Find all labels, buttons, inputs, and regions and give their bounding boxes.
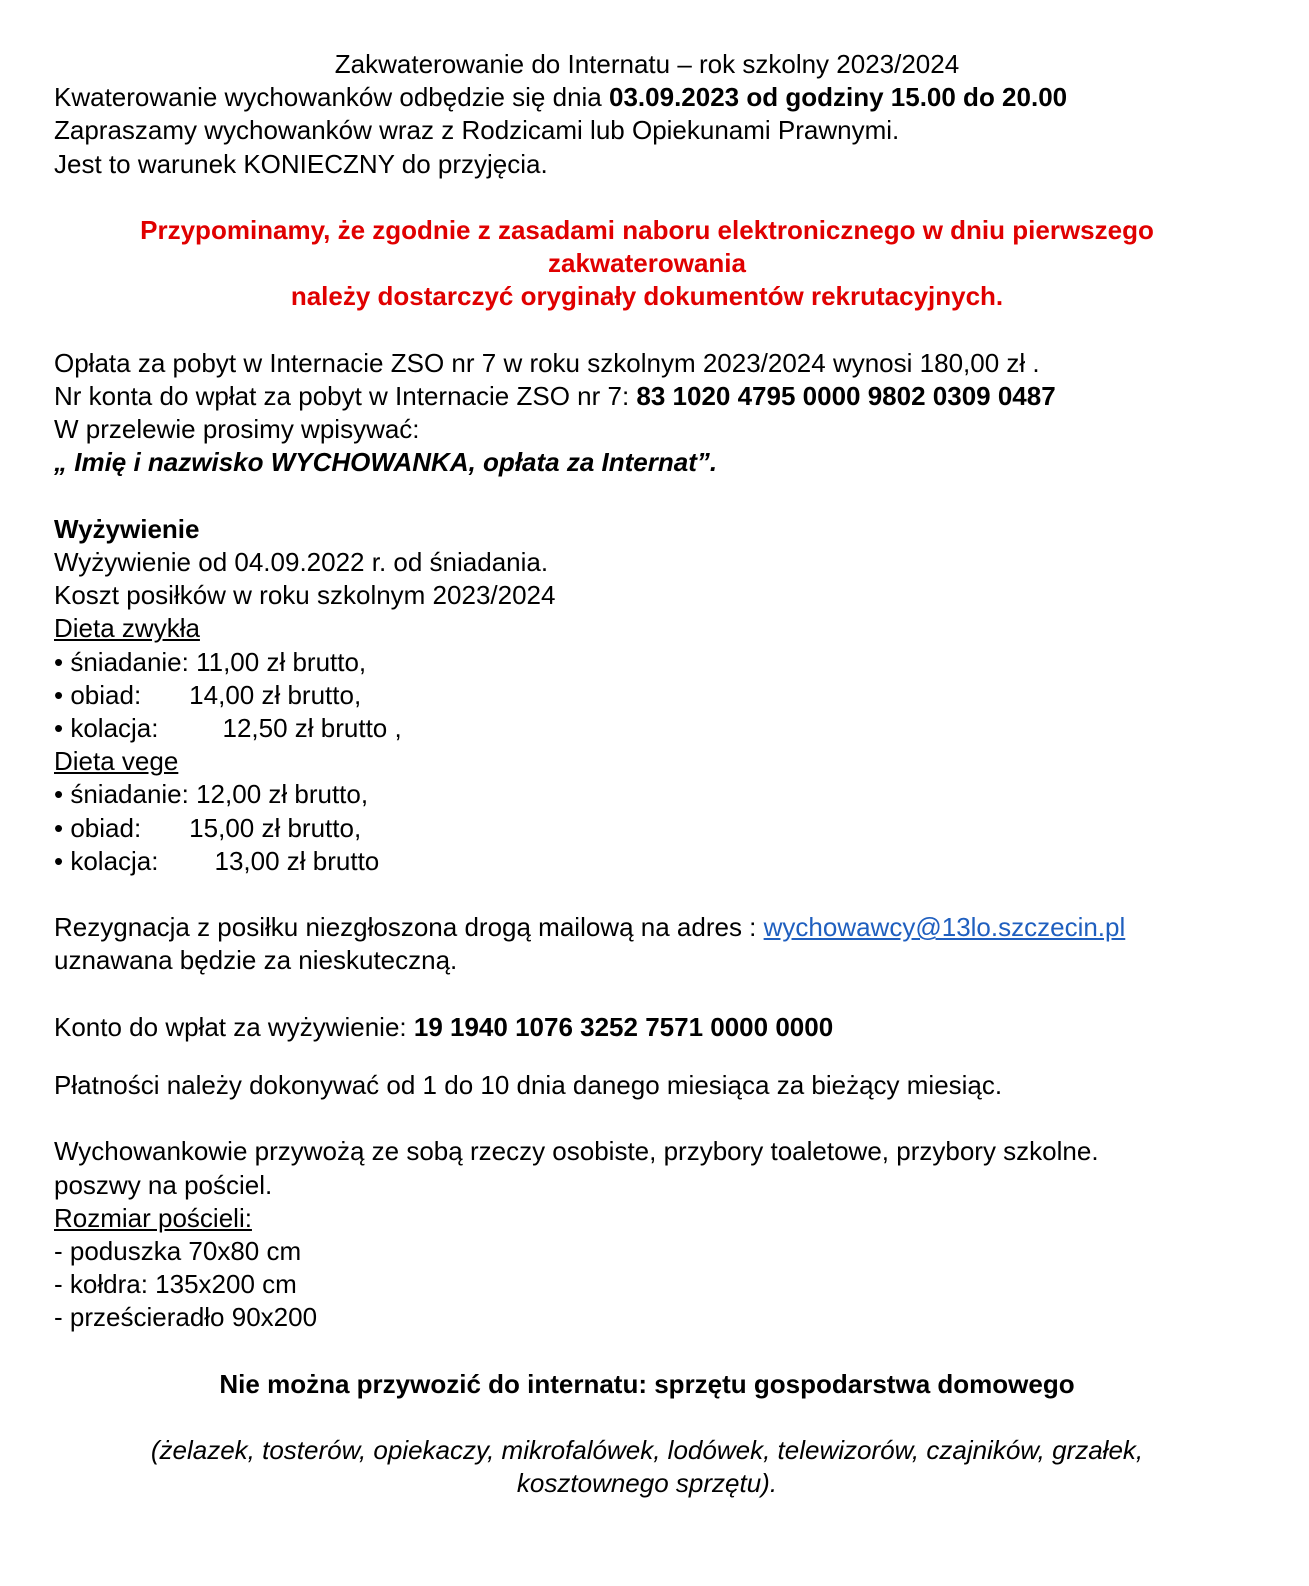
spacer	[54, 878, 1254, 911]
transfer-title: „ Imię i nazwisko WYCHOWANKA, opłata za Internat”.	[54, 447, 718, 478]
meal-account-prefix: Konto do wpłat za wyżywienie:	[54, 1011, 414, 1042]
spacer	[54, 480, 1254, 513]
fee-line: Opłata za pobyt w Internacie ZSO nr 7 w roku szkolnym 2023/2024 wynosi 180,00 zł .	[54, 347, 1040, 378]
prohibited-heading: Nie można przywozić do internatu: sprzętu gospodarstwa domowego	[219, 1368, 1075, 1399]
belongings-line-1: Wychowankowie przywożą ze sobą rzeczy osobiste, przybory toaletowe, przybory szkolne.	[54, 1136, 1099, 1167]
meals-start: Wyżywienie od 04.09.2022 r. od śniadania.	[54, 547, 549, 577]
bedding-item: - poduszka 70x80 cm	[54, 1236, 302, 1267]
vege-lunch	[54, 812, 1254, 845]
spacer	[54, 181, 1254, 214]
meals-cost-title: Koszt posiłków w roku szkolnym 2023/2024	[54, 580, 556, 611]
email-link[interactable]: wychowawcy@13lo.szczecin.pl	[763, 912, 1126, 943]
fee-account-prefix: Nr konta do wpłat za pobyt w Internacie ZSO nr 7:	[54, 381, 637, 411]
spacer	[54, 1102, 1254, 1135]
reminder-line-2: zakwaterowania	[548, 248, 746, 279]
fee-account-line	[54, 380, 1254, 413]
spacer	[54, 978, 1254, 1011]
dinner-price: 13,00 zł brutto	[214, 845, 380, 876]
prohibited-list-line-1: (żelazek, tosterów, opiekaczy, mikrofalówek, lodówek, telewizorów, czajników, grzałek,	[150, 1435, 1144, 1466]
lunch-label: • obiad:	[54, 812, 142, 843]
bedding-item: - kołdra: 135x200 cm	[54, 1269, 297, 1300]
bedding-item: - prześcieradło 90x200	[54, 1302, 318, 1333]
reminder-line-1: Przypominamy, że zgodnie z zasadami naboru elektronicznego w dniu pierwszego	[140, 215, 1154, 245]
reminder-line-3: należy dostarczyć oryginały dokumentów rekrutacyjnych.	[290, 281, 1004, 312]
requirement-line: Jest to warunek KONIECZNY do przyjęcia.	[54, 148, 548, 179]
vege-dinner	[54, 845, 1254, 878]
spacer	[54, 314, 1254, 347]
vege-diet-title: Dieta vege	[54, 746, 179, 777]
cancellation-prefix: Rezygnacja z posiłku niezgłoszona drogą mailową na adres :	[54, 912, 764, 943]
breakfast-price: 11,00 zł brutto,	[196, 646, 367, 677]
transfer-note: W przelewie prosimy wpisywać:	[54, 414, 420, 445]
move-in-date-prefix: Kwaterowanie wychowanków odbędzie się dnia	[54, 82, 609, 113]
invitation-line: Zapraszamy wychowanków wraz z Rodzicami lub Opiekunami Prawnymi.	[54, 115, 900, 146]
meal-account-line	[54, 1011, 1254, 1044]
payment-terms: Płatności należy dokonywać od 1 do 10 dnia danego miesiąca za bieżący miesiąc.	[54, 1070, 1003, 1101]
move-in-date-line	[54, 81, 1254, 114]
spacer	[54, 1335, 1254, 1368]
bedding-size-title: Rozmiar pościeli:	[54, 1202, 252, 1233]
regular-breakfast	[54, 646, 1254, 679]
document-title: Zakwaterowanie do Internatu – rok szkolny 2023/2024	[334, 49, 960, 79]
lunch-price: 14,00 zł brutto,	[189, 679, 362, 710]
prohibited-list-line-2: kosztownego sprzętu).	[516, 1468, 778, 1499]
document-body	[54, 48, 1254, 1501]
dinner-label: • kolacja:	[54, 845, 159, 876]
spacer	[54, 1401, 1254, 1434]
regular-lunch	[54, 679, 1254, 712]
move-in-date-bold: 03.09.2023 od godziny 15.00 do 20.00	[609, 82, 1068, 113]
spacer	[54, 1044, 1254, 1069]
breakfast-label: • śniadanie:	[54, 646, 197, 677]
meal-account-number: 19 1940 1076 3252 7571 0000 0000	[413, 1011, 834, 1042]
cancellation-line-2: uznawana będzie za nieskuteczną.	[54, 945, 458, 976]
dinner-price: 12,50 zł brutto ,	[222, 713, 402, 744]
vege-breakfast	[54, 778, 1254, 811]
dinner-label: • kolacja:	[54, 713, 159, 744]
breakfast-label: • śniadanie:	[54, 779, 197, 810]
lunch-label: • obiad:	[54, 679, 142, 710]
regular-dinner	[54, 712, 1254, 745]
belongings-line-2: poszwy na pościel.	[54, 1169, 273, 1200]
lunch-price: 15,00 zł brutto,	[189, 812, 362, 843]
breakfast-price: 12,00 zł brutto,	[196, 779, 369, 810]
fee-account-number: 83 1020 4795 0000 9802 0309 0487	[636, 381, 1056, 411]
meals-heading: Wyżywienie	[54, 513, 200, 544]
regular-diet-title: Dieta zwykła	[54, 613, 200, 644]
cancellation-line	[54, 911, 1254, 944]
